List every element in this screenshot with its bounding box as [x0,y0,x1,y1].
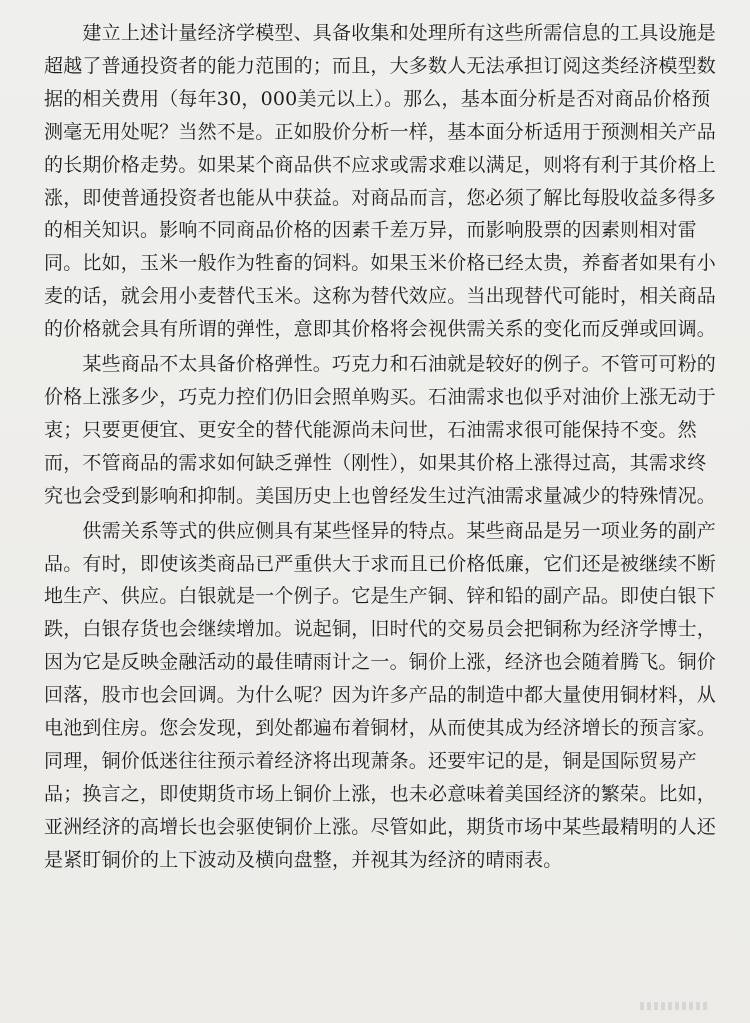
text-line: 某些商品不太具备价格弹性。巧克力和石油就是较好的例子。不管可可粉的 [44,353,717,376]
text-line: 的价格就会具有所谓的弹性，意即其价格将会视供需关系的变化而反弹或回调。 [44,318,717,341]
text-line: 是紧盯铜价的上下波动及横向盘整，并视其为经济的晴雨表。 [44,848,563,871]
paragraph-price-elasticity [44,348,717,513]
text-line: 跌，白银存货也会继续增加。说起铜，旧时代的交易员会把铜称为经济学博士， [44,618,717,641]
text-line: 超越了普通投资者的能力范围的；而且，大多数人无法承担订阅这类经济模型数 [44,54,717,77]
text-line: 的长期价格走势。如果某个商品供不应求或需求难以满足，则将有利于其价格上 [44,153,717,176]
text-line: 衷；只要更便宜、更安全的替代能源尚未问世，石油需求很可能保持不变。然 [44,418,697,441]
text-line: 品；换言之，即使期货市场上铜价上涨，也未必意味着美国经济的繁荣。比如， [44,782,717,805]
text-line: 的相关知识。影响不同商品价格的因素千差万异，而影响股票的因素则相对雷 [44,219,697,242]
text-line: 同理，铜价低迷往往预示着经济将出现萧条。还要牢记的是，铜是国际贸易产 [44,749,697,772]
text-line: 价格上涨多少，巧克力控们仍旧会照单购买。石油需求也似乎对油价上涨无动于 [44,385,717,408]
text-line: 供需关系等式的供应侧具有某些怪异的特点。某些商品是另一项业务的副产 [44,519,717,542]
text-line: 建立上述计量经济学模型、具备收集和处理所有这些所需信息的工具设施是 [44,22,717,44]
scan-artifact [640,1002,710,1010]
text-line: 回落，股市也会回调。为什么呢？因为许多产品的制造中都大量使用铜材料，从 [44,684,717,707]
text-line: 亚洲经济的高增长也会驱使铜价上涨。尽管如此，期货市场中某些最精明的人还 [44,815,717,838]
text-line: 麦的话，就会用小麦替代玉米。这称为替代效应。当出现替代可能时，相关商品 [44,285,717,308]
text-line: 而，不管商品的需求如何缺乏弹性（刚性），如果其价格上涨得过高，其需求终 [44,451,707,474]
text-line: 同。比如，玉米一般作为牲畜的饲料。如果玉米价格已经太贵，养畜者如果有小 [44,252,717,275]
text-line: 电池到住房。您会发现，到处都遍布着铜材，从而使其成为经济增长的预言家。 [44,717,717,740]
text-line: 地生产、供应。白银就是一个例子。它是生产铜、锌和铅的副产品。即使白银下 [44,585,717,608]
body-text [44,17,717,877]
text-line: 涨，即使普通投资者也能从中获益。对商品而言，您必须了解比每股收益多得多 [44,186,717,209]
text-line: 测毫无用处呢？当然不是。正如股价分析一样，基本面分析适用于预测相关产品 [44,120,717,143]
paragraph-econometric-models [44,17,717,346]
text-line: 因为它是反映金融活动的最佳晴雨计之一。铜价上涨，经济也会随着腾飞。铜价 [44,651,717,674]
text-line: 究也会受到影响和抑制。美国历史上也曾经发生过汽油需求量减少的特殊情况。 [44,484,717,507]
text-line: 据的相关费用（每年30，000美元以上）。那么，基本面分析是否对商品价格预 [44,87,711,110]
paragraph-supply-side [44,515,717,877]
text-line: 品。有时，即使该类商品已严重供大于求而且已价格低廉，它们还是被继续不断 [44,552,717,575]
